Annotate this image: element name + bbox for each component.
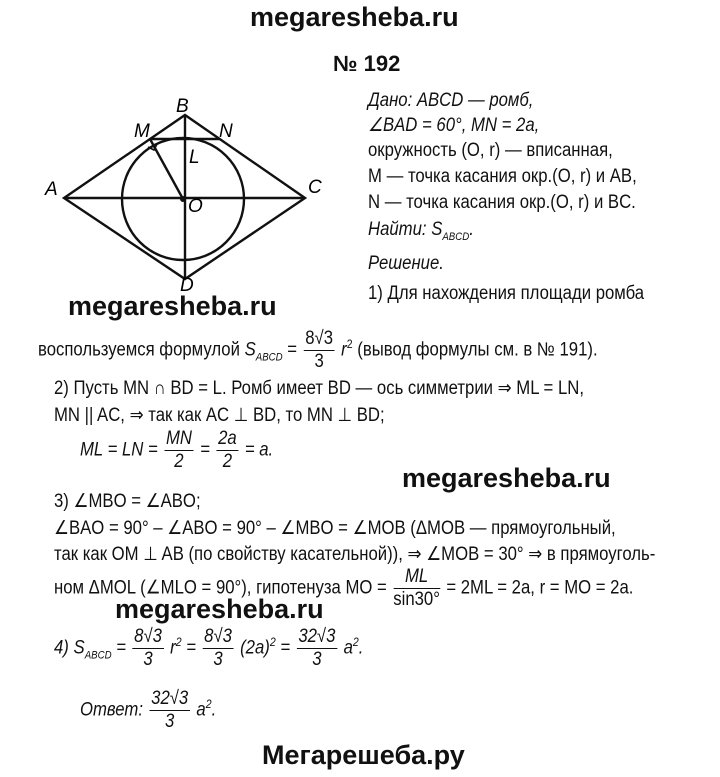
label-n: N: [219, 121, 233, 142]
watermark-top: megaresheba.ru: [250, 2, 459, 32]
label-m: M: [134, 121, 150, 142]
area-symbol: S: [244, 339, 256, 361]
label-l: L: [189, 147, 200, 168]
given-line-2: ∠BAD = 60°, MN = 2a,: [368, 115, 540, 136]
rhombus-figure: [30, 95, 340, 295]
given-line-4: M — точка касания окр.(O, r) и AB,: [368, 166, 637, 187]
solution-heading: Решение.: [368, 253, 444, 274]
answer-line: Ответ: $\frac{32√3}{3}$ $a^2$.: [80, 688, 217, 732]
watermark-mid-1: megaresheba.ru: [68, 291, 277, 321]
step-3-line-b: ∠BAO = 90° – ∠ABO = 90° – ∠MBO = ∠MOB (ΔMOB — прямоугольный,: [54, 518, 616, 539]
fraction-mn-2: $\frac{MN}{2}$: [165, 428, 192, 472]
radius-symbol: r: [341, 339, 347, 361]
find-subscript: ABCD: [442, 230, 470, 243]
label-b: B: [176, 96, 189, 117]
find-label: Найти: S: [368, 219, 443, 240]
label-d: D: [180, 275, 194, 295]
step-1-text: воспользуемся формулой: [38, 339, 245, 361]
center-point-o: [180, 196, 186, 202]
step-1-ref: (вывод формулы см. в № 191).: [357, 339, 598, 361]
area-subscript: ABCD: [255, 351, 283, 364]
watermark-bottom: Мегарешеба.ру: [262, 740, 465, 770]
step-1-line-b: воспользуемся формулой $S_{ABCD}$ = $\frac{8√3}{3}$ $r^2$ (вывод формулы см. в № 191).: [38, 328, 598, 372]
answer-fraction: $\frac{32√3}{3}$: [151, 688, 189, 732]
watermark-mid-3: megaresheba.ru: [115, 594, 324, 624]
answer-label: Ответ:: [80, 699, 143, 721]
find-end: .: [469, 219, 474, 240]
step-3-line-a: 3) ∠MBO = ∠ABO;: [54, 491, 201, 512]
eq-sign: =: [287, 339, 298, 361]
step-2-line-c: ML = LN = $\frac{MN}{2}$ = $\frac{2a}{2}$ = a.: [80, 428, 274, 472]
step-2-line-a: 2) Пусть MN ∩ BD = L. Ромб имеет BD — ось симметрии ⇒ ML = LN,: [54, 378, 584, 399]
step-3-line-c: так как OM ⊥ AB (по свойству касательной)), ⇒ ∠MOB = 30° ⇒ в прямоуголь-: [54, 544, 656, 565]
step-4-line: 4) $S_{ABCD}$ = $\frac{8√3}{3}$ $r^2$ = $\frac{8√3}{3}$ $(2a)^2$ = $\frac{32√3}{3}$ $a^2$.: [54, 626, 364, 670]
step-3-line-d: ном ΔMOL (∠MLO = 90°), гипотенуза MO = $\frac{ML}{\sin 30^\circ}$ = 2ML = 2a, r = MO = 2a.: [54, 566, 634, 610]
given-line-5: N — точка касания окр.(O, r) и BC.: [368, 192, 636, 213]
problem-number: № 192: [333, 51, 401, 76]
watermark-mid-2: megaresheba.ru: [402, 463, 611, 493]
fraction-8sqrt3-3: $\frac{8√3}{3}$: [305, 328, 334, 372]
given-line-1: Дано: ABCD — ромб,: [368, 90, 534, 111]
given-find: [368, 219, 474, 243]
label-a: A: [45, 179, 58, 200]
label-c: C: [308, 177, 322, 198]
fraction-ml-sin30: $\frac{ML}{\sin 30^\circ}$: [393, 566, 440, 610]
step-2-line-b: MN || AC, ⇒ так как AC ⊥ BD, то MN ⊥ BD;: [54, 405, 385, 426]
given-line-3: окружность (O, r) — вписанная,: [368, 140, 613, 161]
step-1-line-a: 1) Для нахождения площади ромба: [368, 283, 645, 304]
fraction-2a-2: $\frac{2a}{2}$: [218, 428, 237, 472]
label-o: O: [188, 196, 203, 217]
